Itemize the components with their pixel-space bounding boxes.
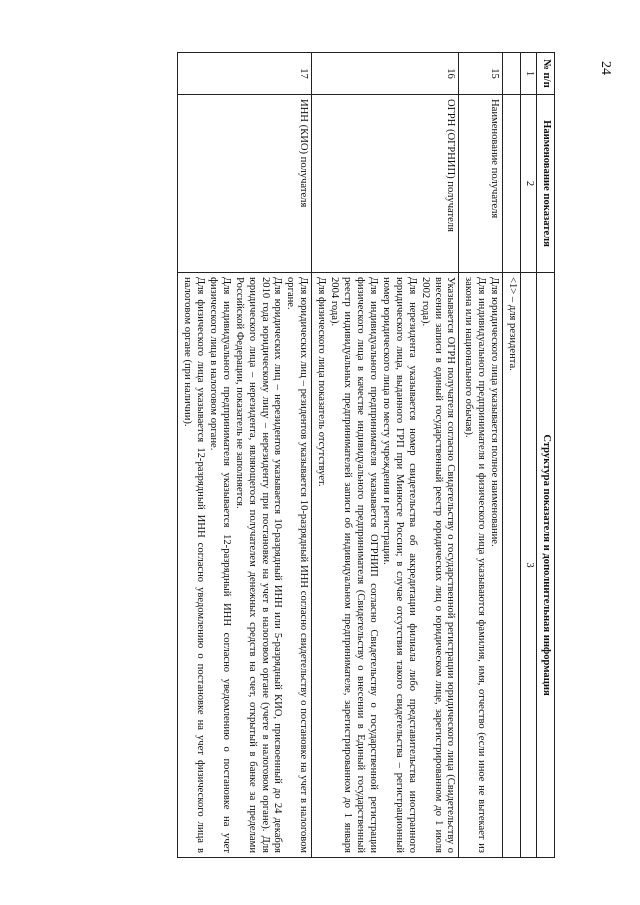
table-row (312, 53, 459, 858)
table-row (459, 53, 503, 858)
row-number: 17 (178, 53, 312, 95)
row-number: 16 (312, 53, 459, 95)
row-number (503, 53, 521, 95)
description-paragraph: Для индивидуального предпринимателя указывается ОГРНИП согласно Свидетельству о государственной регистрации физического лица в качестве индивидуального предпринимателя (Свидетельству о внесении в Единый государственный реестр индивидуальных предпринимателей записи об индивидуальном предпринимателе, зарегистрированном до 1 января 2004 года). (329, 277, 379, 853)
table-header-row (537, 53, 555, 858)
description-paragraph: Для физического лица указывается 12-разрядный ИНН согласно уведомлению о постановке на учет физического лица в налоговом органе (при наличии). (182, 277, 206, 853)
indicator-description (312, 273, 459, 858)
indicator-name: Наименование получателя (459, 95, 503, 273)
indicator-name (503, 95, 521, 273)
description-paragraph: Для юридических лиц – нерезидентов указывается 10-разрядный ИНН или 5-разрядный КИО, присвоенный до 24 декабря 2010 года юридическому лицу – нерезиденту при постановке на учет в налоговом органе (учете в налоговом органе). Для юридического лица – нерезидента, являющегося получателем денежных средств на счет, открытый в банке за пределами Российской Федерации, показатель не заполняется. (233, 277, 284, 853)
description-paragraph: Для индивидуального предпринимателя и физического лица указываются фамилия, имя, отчество (если иное не вытекает из закона или национального обычая). (463, 277, 488, 853)
table-container (95, 52, 555, 857)
column-index: 2 (521, 95, 537, 273)
description-paragraph: Для физического лица показатель отсутствует. (316, 277, 328, 487)
header-number: № п/п (537, 53, 555, 95)
indicator-name: ИНН (КИО) получателя (178, 95, 312, 273)
description-paragraph: <1> – для резидента. (507, 277, 519, 371)
page-number: 24 (598, 61, 613, 75)
indicator-description (459, 273, 503, 858)
description-paragraph: Для юридических лиц – резидентов указывается 10-разрядный ИНН согласно свидетельству о постановке на учет в налоговом органе. (285, 277, 310, 853)
header-indicator-name: Наименование показателя (537, 95, 555, 273)
description-paragraph: Указывается ОГРН получателя согласно Свидетельству о государственной регистрации юридического лица (Свидетельству о внесении записи в единый государственный реестр юридических лиц о юридическом лице, зарегистрированном до 1 июля 2002 года). (419, 277, 457, 853)
table-row (178, 53, 312, 858)
header-structure: Структура показателя и дополнительная информация (537, 273, 555, 858)
table-row (503, 53, 521, 858)
description-paragraph: Для индивидуального предпринимателя указывается 12-разрядный ИНН согласно уведомлению о постановке на учет физического лица в налоговом органе. (207, 277, 232, 853)
column-index-row (521, 53, 537, 858)
indicator-description (503, 273, 521, 858)
column-index: 1 (521, 53, 537, 95)
description-paragraph: Для нерезидента указывается номер свидетельства об аккредитации филиала либо представительства иностранного юридического лица, выданного ГРП при Минюсте России; в случае отсутствия такого свидетельства – регистрационный номер юридического лица по месту учреждения и регистрации. (380, 277, 418, 853)
indicator-name: ОГРН (ОГРНИП) получателя (312, 95, 459, 273)
indicator-description (178, 273, 312, 858)
column-index: 3 (521, 273, 537, 858)
description-paragraph: Для юридического лица указывается полное наименование. (489, 277, 501, 547)
row-number: 15 (459, 53, 503, 95)
indicator-table (177, 52, 555, 858)
